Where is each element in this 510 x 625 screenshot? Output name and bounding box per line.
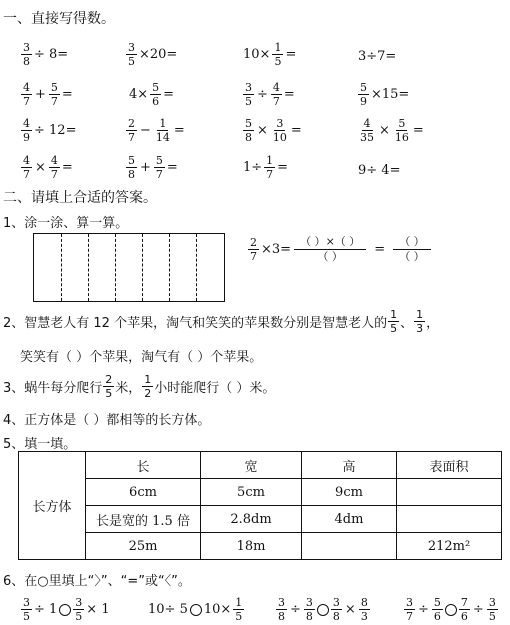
q1-equation: $\frac{2}{7}$ ×3= （ ）×（ ） （ ） = （ ） （ ） [247,236,431,263]
expr-r3-a: $\frac{4}{9}$ ÷ 12= [23,117,77,144]
answer-cell[interactable] [397,506,502,533]
cell: 6cm [86,479,201,506]
expr-r4-b: $\frac{5}{8}$ + $\frac{5}{7}$ = [128,154,178,181]
expr-r1-c: 10× $\frac{1}{5}$ = [243,41,297,68]
table-row [19,479,502,506]
cell: 2.8dm [201,506,302,533]
expr-r1-a: $\frac{3}{8}$ ÷ 8= [23,41,69,68]
cell: 25m [86,533,201,560]
expr-r3-b: $\frac{2}{7}$ − $\frac{1}{14}$ = [128,117,185,144]
section-1-title: 一、直接写得数。 [3,11,115,27]
expr-r3-c: $\frac{5}{8}$ × $\frac{3}{10}$ = [245,117,302,144]
compare-4: $\frac{3}{7}$ ÷ $\frac{5}{6}$ $\frac{7}{6}$ ÷ $\frac{3}{5}$ [406,596,496,623]
expr-r4-c: 1÷ $\frac{1}{7}$ = [243,154,289,181]
q2-text-line1: 2、智慧老人有 12 个苹果，淘气和笑笑的苹果数分别是智慧老人的 $\frac{1}{5}$ 、 $\frac{1}{3}$ ， [3,308,440,335]
expr-r2-d: $\frac{5}{9}$ ×15= [360,81,410,108]
expr-r2-c: $\frac{3}{5}$ ÷ $\frac{4}{7}$ = [245,81,295,108]
compare-3: $\frac{3}{8}$ ÷ $\frac{3}{8}$ $\frac{3}{8}$ × $\frac{8}{3}$ [278,596,368,623]
fraction-rectangle[interactable] [33,233,225,302]
answer-cell[interactable] [302,533,397,560]
header-length: 长 [86,452,201,479]
cell: 5cm [201,479,302,506]
row-header: 长方体 [19,452,86,560]
expr-r1-d: 3÷7= [358,49,397,64]
cell: 9cm [302,479,397,506]
header-width: 宽 [201,452,302,479]
expr-r2-a: $\frac{4}{7}$ + $\frac{5}{7}$ = [23,81,73,108]
answer-cell[interactable] [397,479,502,506]
compare-circle[interactable] [190,604,202,616]
cell: 长是宽的 1.5 倍 [86,506,201,533]
q1-label: 1、涂一涂、算一算。 [3,216,129,231]
q4-text: 4、正方体是（ ）都相等的长方体。 [3,413,211,428]
table-row [19,533,502,560]
cuboid-table [18,451,502,560]
q5-label: 5、填一填。 [3,437,77,452]
expr-r1-b: $\frac{3}{5}$ ×20= [128,41,178,68]
cell: 4dm [302,506,397,533]
compare-2: 10÷ 5 10× $\frac{1}{5}$ [148,596,243,623]
q3-text: 3、蜗牛每分爬行 $\frac{2}{5}$ 米， $\frac{1}{2}$ 小时能爬行（ ）米。 [3,373,276,400]
table-row [19,506,502,533]
compare-1: $\frac{3}{5}$ ÷ 1 $\frac{3}{5}$ × 1 [23,596,110,623]
cell: 212m² [397,533,502,560]
expr-r3-d: $\frac{4}{35}$ × $\frac{5}{16}$ = [360,117,424,144]
q2-text-line2: 笑笑有（ ）个苹果，淘气有（ ）个苹果。 [20,350,263,365]
expr-r4-a: $\frac{4}{7}$ × $\frac{4}{7}$ = [23,154,73,181]
header-surface-area: 表面积 [397,452,502,479]
compare-circle[interactable] [445,604,457,616]
cell: 18m [201,533,302,560]
compare-circle[interactable] [317,604,329,616]
q6-label: 6、在○里填上“〉”、“=”或“〈”。 [3,574,191,589]
compare-circle[interactable] [59,604,71,616]
section-2-title: 二、请填上合适的答案。 [3,190,157,206]
expr-r2-b: 4× $\frac{5}{6}$ = [129,81,175,108]
header-height: 高 [302,452,397,479]
expr-r4-d: 9÷ 4= [358,163,401,178]
